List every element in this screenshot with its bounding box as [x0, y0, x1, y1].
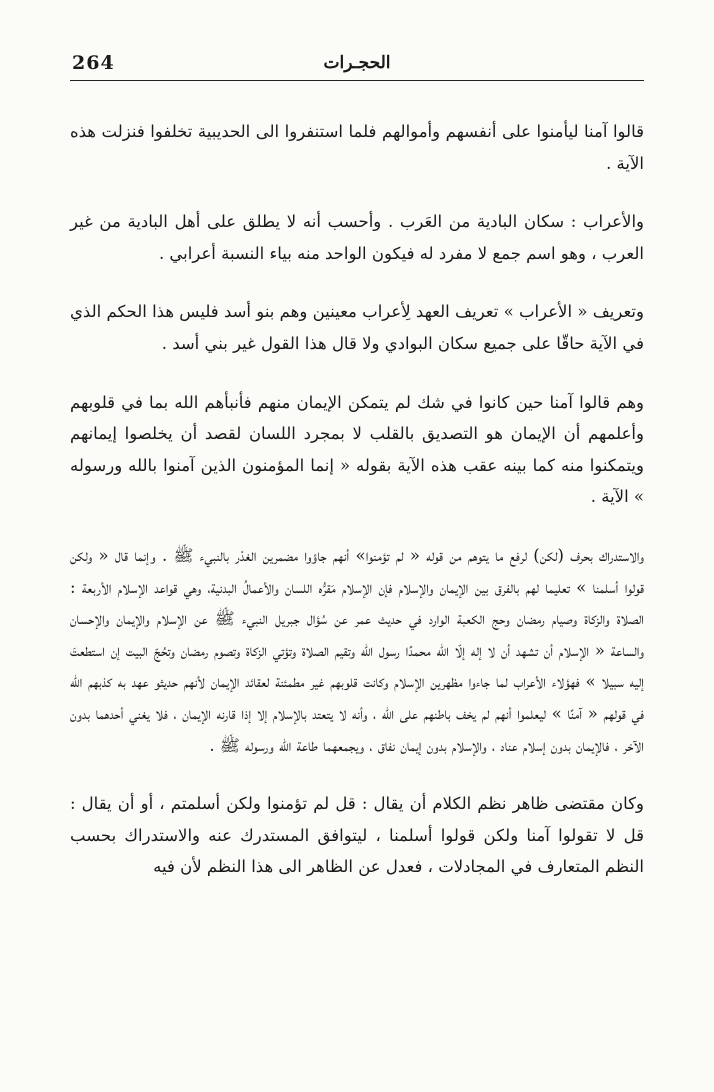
- page-body: [70, 116, 644, 910]
- running-title: الحجـرات: [323, 53, 391, 73]
- page-number: 264: [72, 52, 115, 74]
- paragraph: والاستدراك بحرف (لكن) لرفع ما يتوهم من قوله « لم تؤمنوا» أنهم جاؤوا مضمرين الغدْر بالنبيء ﷺ . وإنما قال « ولكن قولوا أسلمنا » تعليما لهم بالفرق بين الإيمان والإسلام فإن الإسلام مَقرُّه اللسان والأعمالُ البدنية، وهي قواعد الإسلام الأربعة : الصلاة والزكاة وصيام رمضان وحج الكعبة الوارد في حديث عمر عن سُؤال جبريل النبيء ﷺ عن الإسلام والإيمان والإحسان والساعة « الإسلام أن تشهد أن لا إله إلّا الله محمدًا رسول الله وتقيم الصلاة وتؤتي الزكاة وتصوم رمضان وتحُجّ البيت إن استطعتَ إليه سبيلا » فهؤلاء الأعراب لما جاءوا مظهرين الإسلام وكانت قلوبهم غير مطمئنة لعقائد الإيمان لأنهم حديثو عهد به كذبهم الله في قولهم « آمنًا » ليعلموا أنهم لم يخف باطنهم على الله ، وأنه لا يتعتد بالإسلام إلا إذا قارنه الإيمان ، فلا يغني أحدهما بدون الآخر ، فالإيمان بدون إسلام عناد ، والإسلام بدون إيمان نفاق ، ويجمعهما طاعة الله ورسوله ﷺ .: [70, 545, 644, 755]
- paragraph: قالوا آمنا ليأمنوا على أنفسهم وأموالهم فلما استنفروا الى الحديبية تخلفوا فنزلت هذه الآية .: [70, 122, 644, 173]
- page-header: [70, 50, 644, 81]
- paragraph: وهم قالوا آمنا حين كانوا في شك لم يتمكن الإيمان منهم فأنبأهم الله بما في قلوبهم وأعلمهم أن الإيمان هو التصديق بالقلب لا بمجرد اللسان لقصد أن يخلصوا إيمانهم ويتمكنوا منه كما بينه عقب هذه الآية بقوله « إنما المؤمنون الذين آمنوا بالله ورسوله » الآية .: [70, 392, 644, 507]
- paragraph: والأعراب : سكان البادية من العَرب . وأحسب أنه لا يطلق على أهل البادية من غير العرب ، وهو اسم جمع لا مفرد له فيكون الواحد منه بياء النسبة أعرابي .: [70, 212, 644, 263]
- paragraph: وتعريف « الأعراب » تعريف العهد لِأعراب معينين وهم بنو أسد فليس هذا الحكم الذي في الآية حاقّا على جميع سكان البوادي ولا قال هذا القول غير بني أسد .: [70, 302, 644, 353]
- paragraph: وكان مقتضى ظاهر نظم الكلام أن يقال : قل لم تؤمنوا ولكن أسلمتم ، أو أن يقال : قل لا تقولوا آمنا ولكن قولوا أسلمنا ، ليتوافق المستدرك عنه والاستدراك بحسب النظم المتعارف في المجادلات ، فعدل عن الظاهر الى هذا النظم لأن فيه: [70, 794, 644, 877]
